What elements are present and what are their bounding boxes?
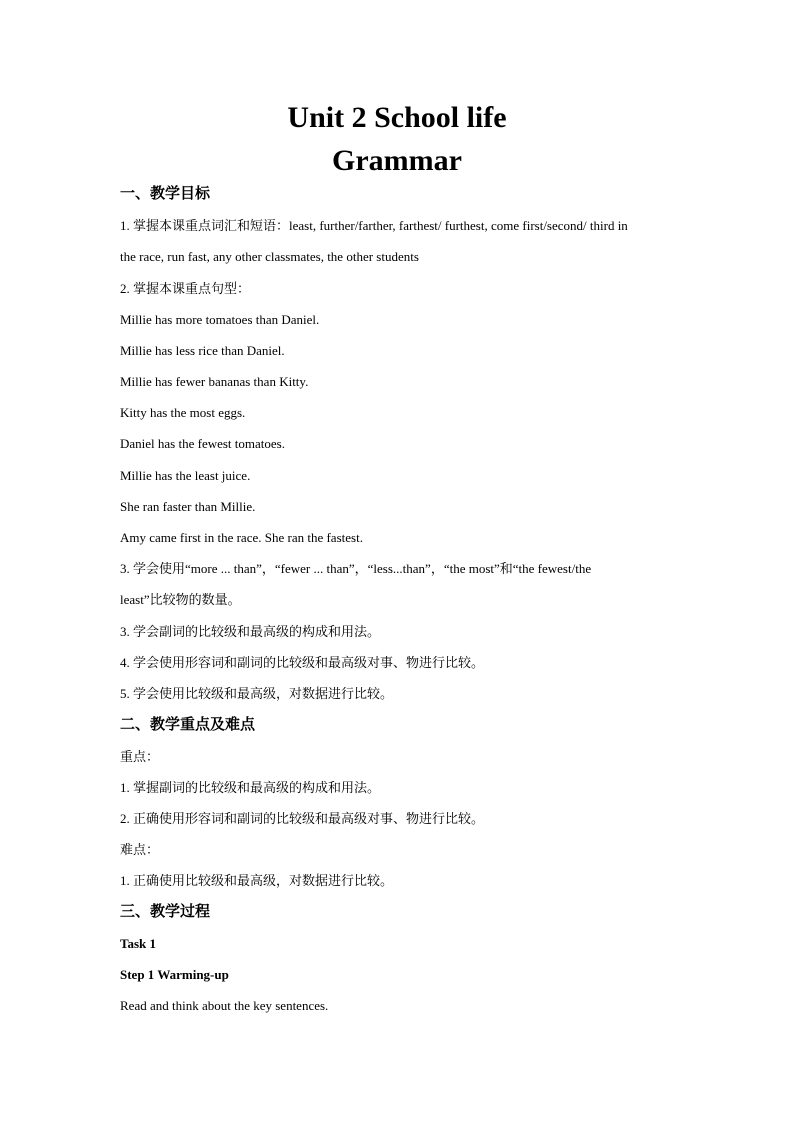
objective-item-3b: 3. 学会副词的比较级和最高级的构成和用法。 xyxy=(120,624,381,639)
key-sentence: She ran faster than Millie. xyxy=(120,499,256,514)
key-sentence: Daniel has the fewest tomatoes. xyxy=(120,436,285,451)
task-label: Task 1 xyxy=(120,936,157,951)
difficult-points-label: 难点： xyxy=(120,842,160,857)
key-sentence: Millie has less rice than Daniel. xyxy=(120,343,285,358)
section-heading-key-points: 二、教学重点及难点 xyxy=(120,717,256,733)
step-instruction: Read and think about the key sentences. xyxy=(120,998,329,1013)
key-sentence: Millie has fewer bananas than Kitty. xyxy=(120,374,309,389)
difficult-point-item: 1. 正确使用比较级和最高级，对数据进行比较。 xyxy=(120,873,394,888)
objective-item-5: 5. 学会使用比较级和最高级，对数据进行比较。 xyxy=(120,686,394,701)
key-points-label: 重点： xyxy=(120,749,160,764)
key-point-item: 1. 掌握副词的比较级和最高级的构成和用法。 xyxy=(120,780,381,795)
key-sentence: Millie has the least juice. xyxy=(120,468,251,483)
key-point-item: 2. 正确使用形容词和副词的比较级和最高级对事、物进行比较。 xyxy=(120,811,485,826)
key-sentence: Amy came first in the race. She ran the fastest. xyxy=(120,530,363,545)
objective-item-2: 2. 掌握本课重点句型： xyxy=(120,281,251,296)
section-heading-process: 三、教学过程 xyxy=(120,904,211,920)
document-title: Unit 2 School life xyxy=(287,101,507,134)
objective-item-3a-line-1: 3. 学会使用“more ... than”，“fewer ... than”，“less...than”，“the most”和“the fewest/the xyxy=(120,561,592,576)
key-sentence: Millie has more tomatoes than Daniel. xyxy=(120,312,320,327)
step-label: Step 1 Warming-up xyxy=(120,967,229,982)
key-sentence: Kitty has the most eggs. xyxy=(120,405,246,420)
document-subtitle: Grammar xyxy=(332,144,462,177)
objective-item-1-line-1: 1. 掌握本课重点词汇和短语：least, further/farther, farthest/ furthest, come first/second/ third in xyxy=(120,218,628,233)
objective-item-1-line-2: the race, run fast, any other classmates, the other students xyxy=(120,249,419,264)
objective-item-3a-line-2: least”比较物的数量。 xyxy=(120,592,241,607)
section-heading-objectives: 一、教学目标 xyxy=(120,186,211,202)
objective-item-4: 4. 学会使用形容词和副词的比较级和最高级对事、物进行比较。 xyxy=(120,655,485,670)
